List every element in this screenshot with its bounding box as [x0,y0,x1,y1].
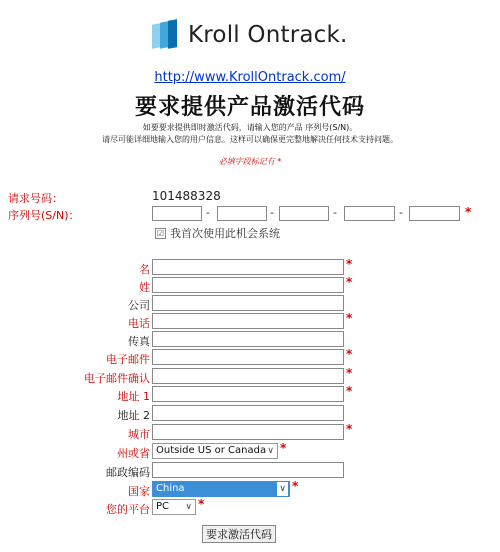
required-star: * [346,311,353,325]
required-star: * [346,422,353,436]
request-number-value: 101488328 [152,189,221,203]
last-name-label: 姓 [139,281,150,294]
country-value: China [156,483,185,494]
kroll-logo-icon [152,20,180,50]
serial-separator: - [333,206,337,219]
phone-label: 电话 [128,317,150,330]
description-line-2: 请尽可能详细地输入您的用户信息。这样可以确保更完整地解决任何技术支持问题。 [102,135,398,144]
email-confirm-input[interactable] [152,368,344,384]
required-star: * [346,384,353,398]
required-star: * [346,347,353,361]
last-name-input[interactable] [152,277,344,293]
request-activation-code-button[interactable]: 要求激活代码 [202,525,276,543]
required-star: * [465,205,472,219]
first-name-input[interactable] [152,259,344,275]
description-line-1: 如要要求提供即时激活代码，请输入您的产品 序列号(S/N)。 [142,123,358,132]
company-label: 公司 [128,299,150,312]
address-2-label: 地址 2 [117,409,150,422]
platform-value: PC [156,501,170,512]
kroll-ontrack-logo [152,18,348,52]
email-confirm-label: 电子邮件确认 [84,372,150,385]
fax-label: 传真 [128,335,150,348]
logo-text: Kroll Ontrack. [188,22,348,48]
platform-select[interactable] [152,499,196,515]
chevron-down-icon: ∨ [185,502,192,512]
chevron-down-icon: ∨ [267,446,274,456]
serial-number-label: 序列号(S/N)： [8,209,80,222]
phone-input[interactable] [152,313,344,329]
chevron-down-icon: ∨ [279,484,286,494]
homepage-link[interactable]: http://www.KrollOntrack.com/ [154,70,346,85]
email-label: 电子邮件 [106,353,150,366]
company-input[interactable] [152,295,344,311]
request-number-label: 请求号码： [8,192,63,205]
required-star: * [198,497,205,511]
platform-label: 您的平台 [106,503,150,516]
required-star: * [280,441,287,455]
country-select[interactable] [152,481,290,497]
state-label: 州或省 [117,447,150,460]
serial-separator: - [206,206,210,219]
required-fields-note: 必填字段标记有 * [218,157,282,166]
city-label: 城市 [128,428,150,441]
serial-field-1[interactable] [152,206,202,221]
required-star: * [346,366,353,380]
serial-separator: - [270,206,274,219]
state-select[interactable] [152,443,278,459]
serial-field-3[interactable] [279,206,329,221]
serial-field-2[interactable] [217,206,267,221]
page-title: 要求提供产品激活代码 [134,95,365,120]
serial-field-4[interactable] [344,206,395,221]
first-name-label: 名 [139,263,150,276]
state-value: Outside US or Canada [156,445,267,456]
fax-input[interactable] [152,331,344,347]
city-input[interactable] [152,424,344,440]
required-star: * [292,479,299,493]
serial-field-5[interactable] [409,206,460,221]
required-star: * [346,275,353,289]
first-time-checkbox[interactable]: ☑ [156,229,165,238]
address-1-label: 地址 1 [117,390,150,403]
address-1-input[interactable] [152,386,344,402]
postal-code-label: 邮政编码 [106,466,150,479]
email-input[interactable] [152,349,344,365]
country-label: 国家 [128,485,150,498]
required-star: * [346,257,353,271]
first-time-label: 我首次使用此机会系统 [170,227,280,240]
postal-code-input[interactable] [152,462,344,478]
serial-separator: - [399,206,403,219]
address-2-input[interactable] [152,405,344,421]
